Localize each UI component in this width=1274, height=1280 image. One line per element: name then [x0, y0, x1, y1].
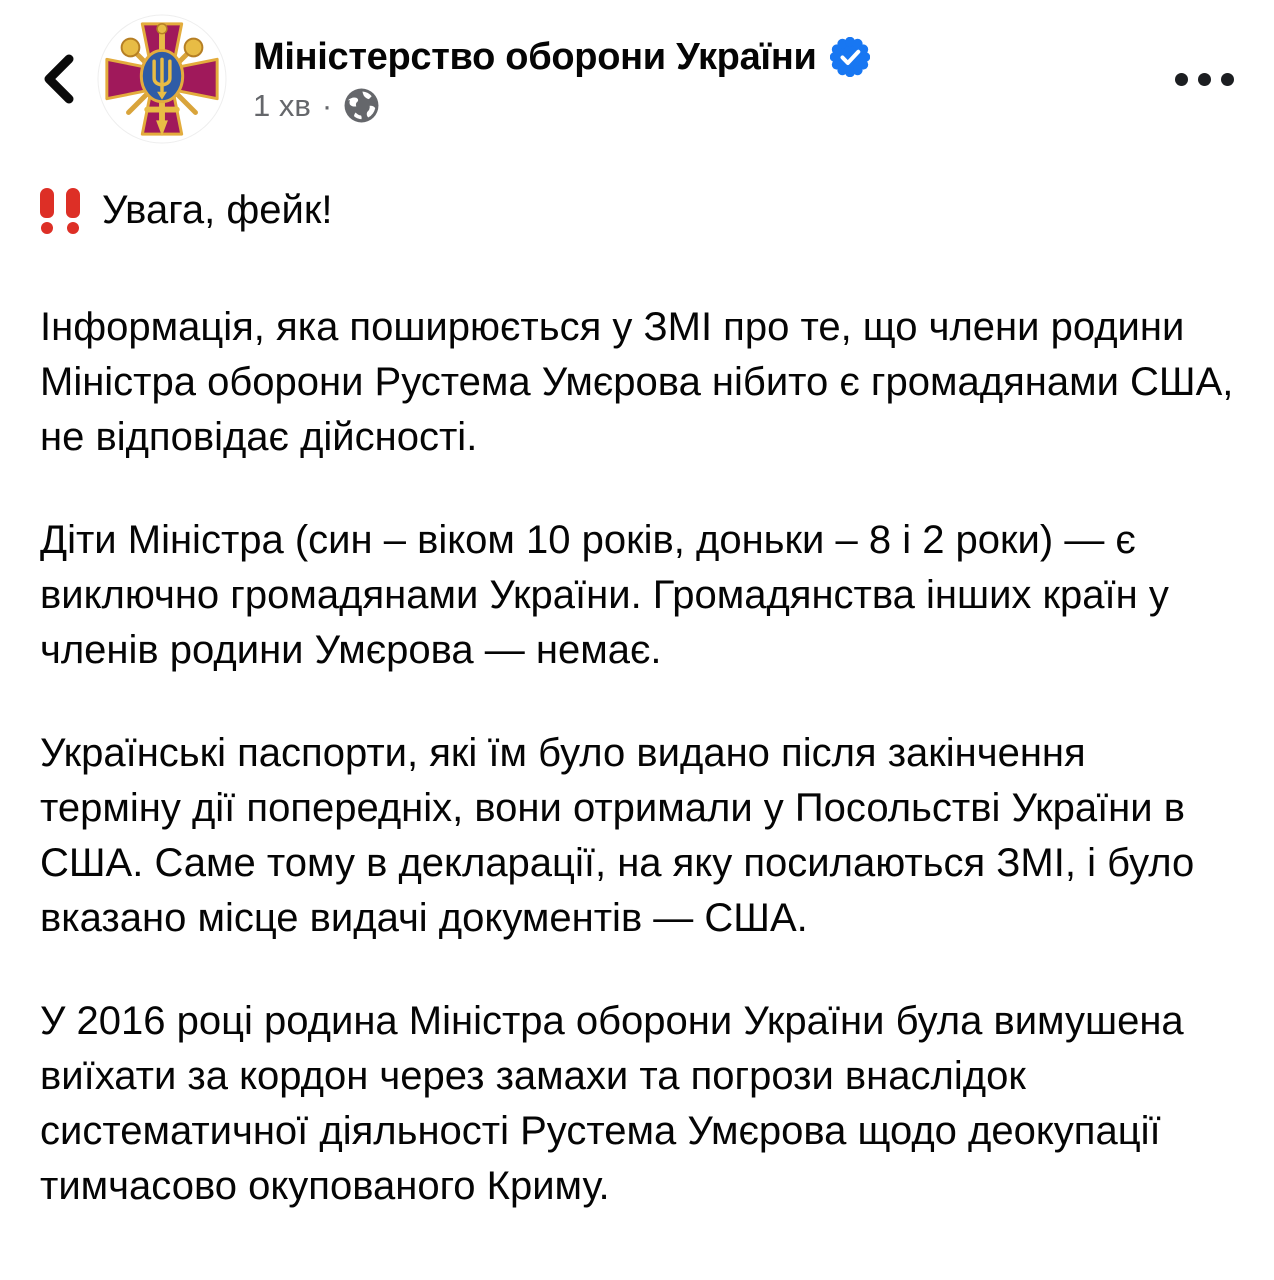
ministry-emblem-icon [97, 14, 227, 144]
page-name[interactable]: Міністерство оборони України [253, 36, 817, 78]
back-button[interactable] [40, 53, 75, 105]
ellipsis-dot [1175, 73, 1188, 86]
post-paragraph: Інформація, яка поширюється у ЗМІ про те, що члени родини Міністра оборони Рустема Умєрова нібито є громадянами США, не відповідає дійсності. [40, 305, 1234, 459]
verified-badge-icon [830, 37, 870, 77]
meta-separator: · [321, 87, 333, 123]
ellipsis-dot [1221, 73, 1234, 86]
header-text [253, 34, 870, 124]
more-options-button[interactable] [1175, 63, 1234, 96]
post-body [0, 144, 1274, 1214]
post-meta [253, 87, 870, 124]
double-exclamation-icon [40, 188, 80, 234]
ellipsis-dot [1198, 73, 1211, 86]
post-headline [40, 183, 1234, 238]
globe-icon [343, 87, 380, 124]
chevron-left-icon [40, 53, 75, 105]
post-header [0, 0, 1274, 144]
post-paragraph: Українські паспорти, які їм було видано після закінчення терміну дії попередніх, вони отримали у Посольстві України в США. Саме тому в декларації, на яку посилаються ЗМІ, і було вказано місце видачі документів — США. [40, 731, 1195, 940]
avatar[interactable] [97, 14, 227, 144]
timestamp: 1 хв [253, 87, 311, 123]
post-paragraph: У 2016 році родина Міністра оборони України була вимушена виїхати за кордон через замахи та погрози внаслідок систематичної діяльності Рустема Умєрова щодо деокупації тимчасово окупованого Криму. [40, 999, 1184, 1208]
post-paragraph: Діти Міністра (син – віком 10 років, доньки – 8 і 2 роки) — є виключно громадянами України. Громадянства інших країн у членів родини Умєрова — немає. [40, 518, 1169, 672]
headline-text: Увага, фейк! [102, 188, 333, 232]
